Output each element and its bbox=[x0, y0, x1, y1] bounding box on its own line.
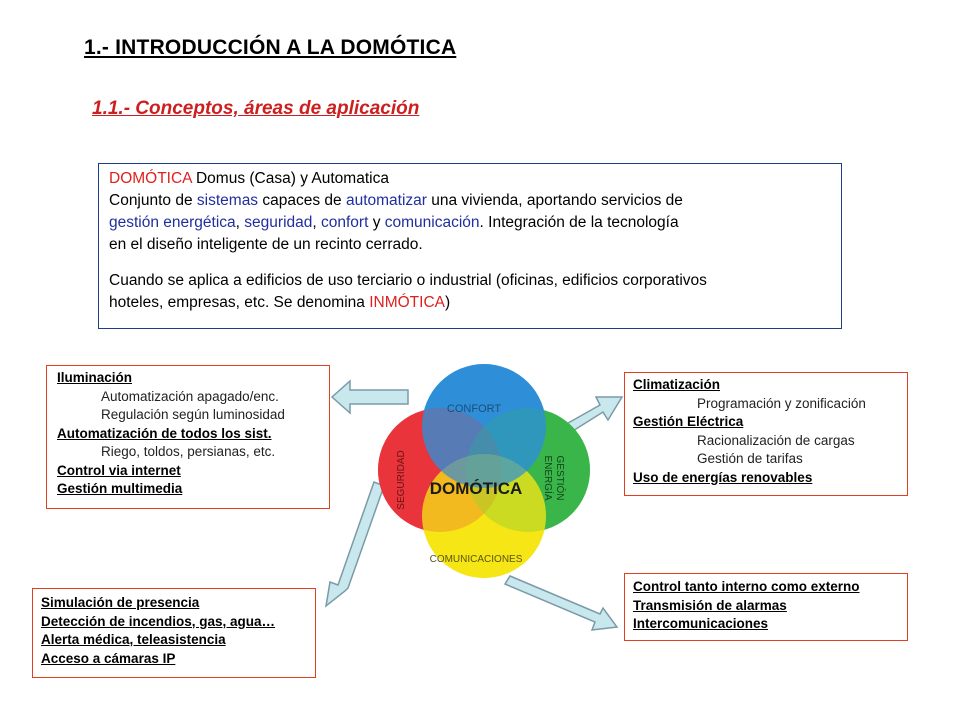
item-automatizacion-apagado: Automatización apagado/enc. bbox=[101, 388, 279, 404]
label-seguridad: SEGURIDAD bbox=[396, 450, 407, 510]
label-confort: CONFORT bbox=[446, 403, 502, 415]
label-energia: ENERGÍA bbox=[542, 455, 553, 501]
section-subtitle: 1.1.- Conceptos, áreas de aplicación bbox=[92, 98, 420, 119]
heading-gestion-electrica: Gestión Eléctrica bbox=[633, 414, 744, 429]
label-gestion: GESTIÓN bbox=[554, 455, 565, 501]
heading-acceso-camaras: Acceso a cámaras IP bbox=[41, 650, 176, 666]
label-center-domotica: DOMÓTICA bbox=[429, 479, 523, 498]
domotica-venn-diagram bbox=[370, 360, 600, 580]
term-gestion-energetica: gestión energética bbox=[109, 214, 236, 231]
heading-simulacion-presencia: Simulación de presencia bbox=[41, 595, 200, 610]
seguridad-services-box bbox=[32, 588, 316, 678]
term-seguridad: seguridad bbox=[244, 214, 313, 231]
heading-automatizacion-sistemas: Automatización de todos los sist. bbox=[57, 425, 272, 441]
term-sistemas: sistemas bbox=[196, 192, 259, 209]
page-title: 1.- INTRODUCCIÓN A LA DOMÓTICA bbox=[84, 36, 457, 59]
comunicaciones-services-box bbox=[624, 573, 908, 641]
heading-deteccion-incendios: Detección de incendios, gas, agua… bbox=[41, 613, 276, 629]
term-comunicacion: comunicación bbox=[384, 214, 480, 231]
heading-control-interno-externo: Control tanto interno como externo bbox=[633, 579, 860, 594]
item-regulacion-luminosidad: Regulación según luminosidad bbox=[101, 407, 285, 422]
heading-climatizacion: Climatización bbox=[633, 377, 721, 392]
text-segment: y bbox=[368, 214, 385, 231]
term-domotica: DOMÓTICA bbox=[109, 170, 192, 187]
term-automatizar: automatizar bbox=[345, 192, 427, 209]
label-comunicaciones: COMUNICACIONES bbox=[429, 554, 523, 565]
text-segment: capaces de bbox=[258, 192, 346, 209]
heading-transmision-alarmas: Transmisión de alarmas bbox=[633, 597, 787, 613]
item-riego-toldos: Riego, toldos, persianas, etc. bbox=[101, 444, 276, 459]
heading-control-internet: Control via internet bbox=[57, 462, 181, 478]
term-confort: confort bbox=[321, 214, 369, 231]
text-segment: ) bbox=[444, 294, 451, 311]
text-segment: hoteles, empresas, etc. Se denomina bbox=[109, 294, 370, 311]
term-inmotica: INMÓTICA bbox=[369, 294, 445, 311]
item-programacion-zonificacion: Programación y zonificación bbox=[697, 395, 866, 411]
item-gestion-tarifas: Gestión de tarifas bbox=[697, 451, 803, 466]
energia-services-box bbox=[624, 372, 908, 496]
text-segment: , bbox=[235, 214, 245, 231]
item-racionalizacion-cargas: Racionalización de cargas bbox=[697, 432, 855, 448]
text-segment: , bbox=[312, 214, 321, 231]
confort-services-box bbox=[46, 365, 330, 509]
arrow-to-comunicaciones-box bbox=[505, 576, 617, 630]
text-segment: Conjunto de bbox=[109, 192, 197, 209]
etymology-text: Domus (Casa) y Automatica bbox=[191, 170, 389, 187]
text-segment: . Integración de la tecnología bbox=[479, 214, 679, 231]
definition-line-4: en el diseño inteligente de un recinto cerrado. bbox=[109, 236, 423, 253]
heading-energias-renovables: Uso de energías renovables bbox=[633, 469, 813, 485]
text-segment: una vivienda, aportando servicios de bbox=[426, 192, 683, 209]
heading-iluminacion: Iluminación bbox=[57, 370, 133, 385]
definition-line-5: Cuando se aplica a edificios de uso terciario o industrial (oficinas, edificios corporativos bbox=[109, 272, 707, 289]
heading-intercomunicaciones: Intercomunicaciones bbox=[633, 616, 769, 631]
heading-alerta-medica: Alerta médica, teleasistencia bbox=[41, 632, 226, 647]
heading-gestion-multimedia: Gestión multimedia bbox=[57, 481, 183, 496]
